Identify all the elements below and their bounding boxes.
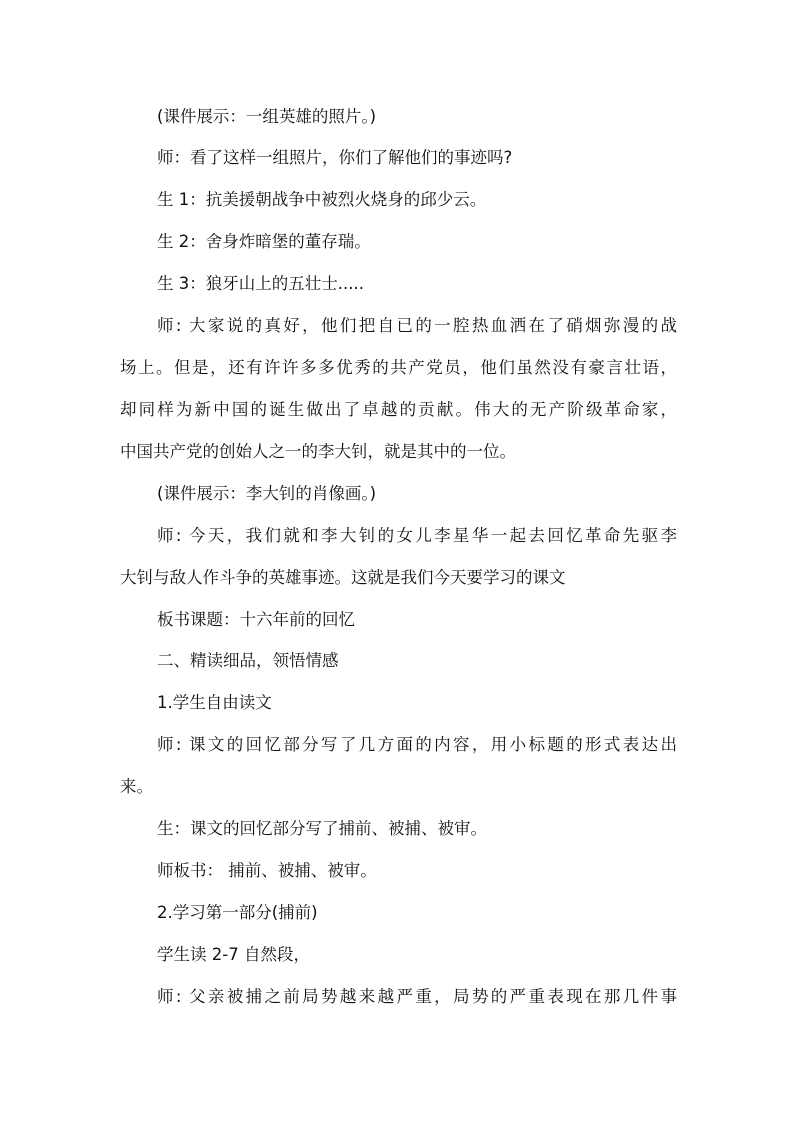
paragraph-line: 师板书： 捕前、被捕、被审。 (157, 861, 377, 880)
paragraph-line: 却同样为新中国的诞生做出了卓越的贡献。伟大的无产阶级革命家， (120, 400, 677, 419)
paragraph-line: 生 1：抗美援朝战争中被烈火烧身的邱少云。 (157, 190, 487, 209)
subsection-heading: 2.学习第一部分(捕前) (157, 903, 318, 922)
subsection-heading: 1.学生自由读文 (157, 693, 272, 712)
paragraph-line: 师: 父亲被捕之前局势越来越严重，局势的严重表现在那几件事 (157, 987, 677, 1006)
paragraph-line: 师: 课文的回忆部分写了几方面的内容，用小标题的形式表达出 (157, 735, 677, 754)
paragraph-line: 师：看了这样一组照片，你们了解他们的事迹吗? (157, 148, 513, 167)
paragraph-line: 生 3：狼牙山上的五壮士..... (157, 274, 364, 293)
paragraph-line: 学生读 2-7 自然段， (157, 945, 310, 964)
paragraph-line: 师: 大家说的真好，他们把自已的一腔热血洒在了硝烟弥漫的战 (157, 316, 677, 335)
paragraph-line: 师: 今天，我们就和李大钊的女儿李星华一起去回忆革命先驱李 (157, 526, 677, 545)
paragraph-line: (课件展示：一组英雄的照片。) (157, 107, 377, 126)
section-heading: 二、精读细品，领悟情感 (157, 651, 339, 670)
paragraph-line: 来。 (120, 777, 153, 796)
paragraph-line: (课件展示：李大钊的肖像画。) (157, 484, 377, 503)
paragraph-line: 场上。但是，还有许许多多优秀的共产党员，他们虽然没有豪言壮语， (120, 358, 677, 377)
paragraph-line: 中国共产党的创始人之一的李大钊，就是其中的一位。 (120, 442, 516, 461)
paragraph-line: 生 2：舍身炸暗堡的董存瑞。 (157, 232, 371, 251)
paragraph-line: 大钊与敌人作斗争的英雄事迹。这就是我们今天要学习的课文 (120, 568, 566, 587)
paragraph-line: 板书课题：十六年前的回忆 (157, 610, 355, 629)
paragraph-line: 生：课文的回忆部分写了捕前、被捕、被审。 (157, 819, 487, 838)
